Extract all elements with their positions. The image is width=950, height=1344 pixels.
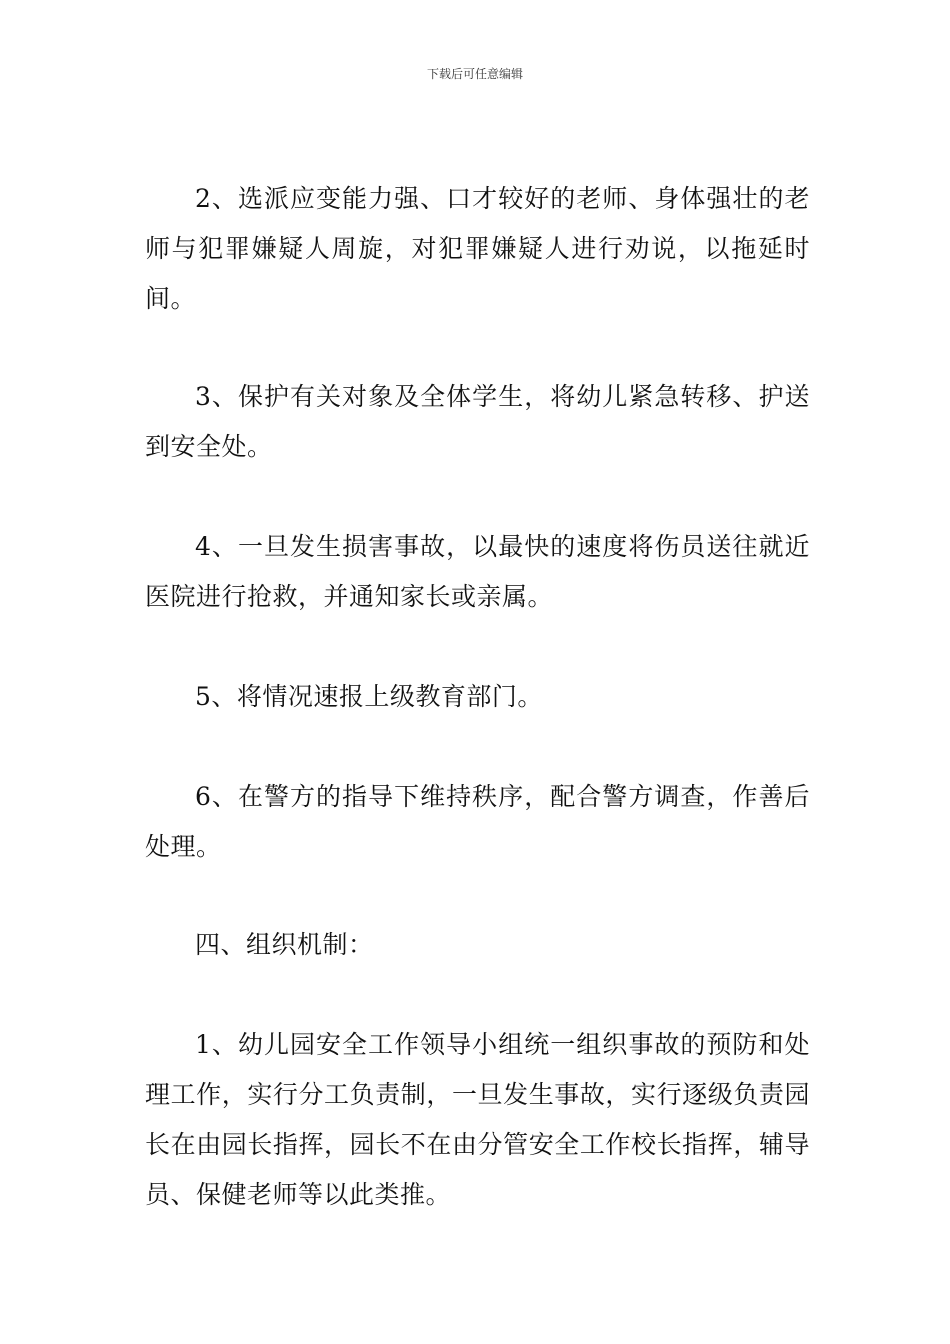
- paragraph-item-6: 6、在警方的指导下维持秩序，配合警方调查，作善后处理。: [145, 782, 810, 861]
- paragraph-item-5: 5、将情况速报上级教育部门。: [195, 682, 543, 711]
- paragraph-item-4: 4、一旦发生损害事故，以最快的速度将伤员送往就近医院进行抢救，并通知家长或亲属。: [145, 532, 810, 611]
- paragraph-item-2: 2、选派应变能力强、口才较好的老师、身体强壮的老师与犯罪嫌疑人周旋，对犯罪嫌疑人进行劝说，以拖延时间。: [145, 184, 810, 313]
- section-heading-organization: 四、组织机制：: [195, 930, 374, 959]
- paragraph-item-3: 3、保护有关对象及全体学生，将幼儿紧急转移、护送到安全处。: [145, 382, 810, 461]
- header-note: 下载后可任意编辑: [426, 67, 523, 81]
- paragraph-org-1: 1、幼儿园安全工作领导小组统一组织事故的预防和处理工作，实行分工负责制，一旦发生事故，实行逐级负责园长在由园长指挥，园长不在由分管安全工作校长指挥，辅导员、保健老师等以此类推。: [145, 1030, 810, 1209]
